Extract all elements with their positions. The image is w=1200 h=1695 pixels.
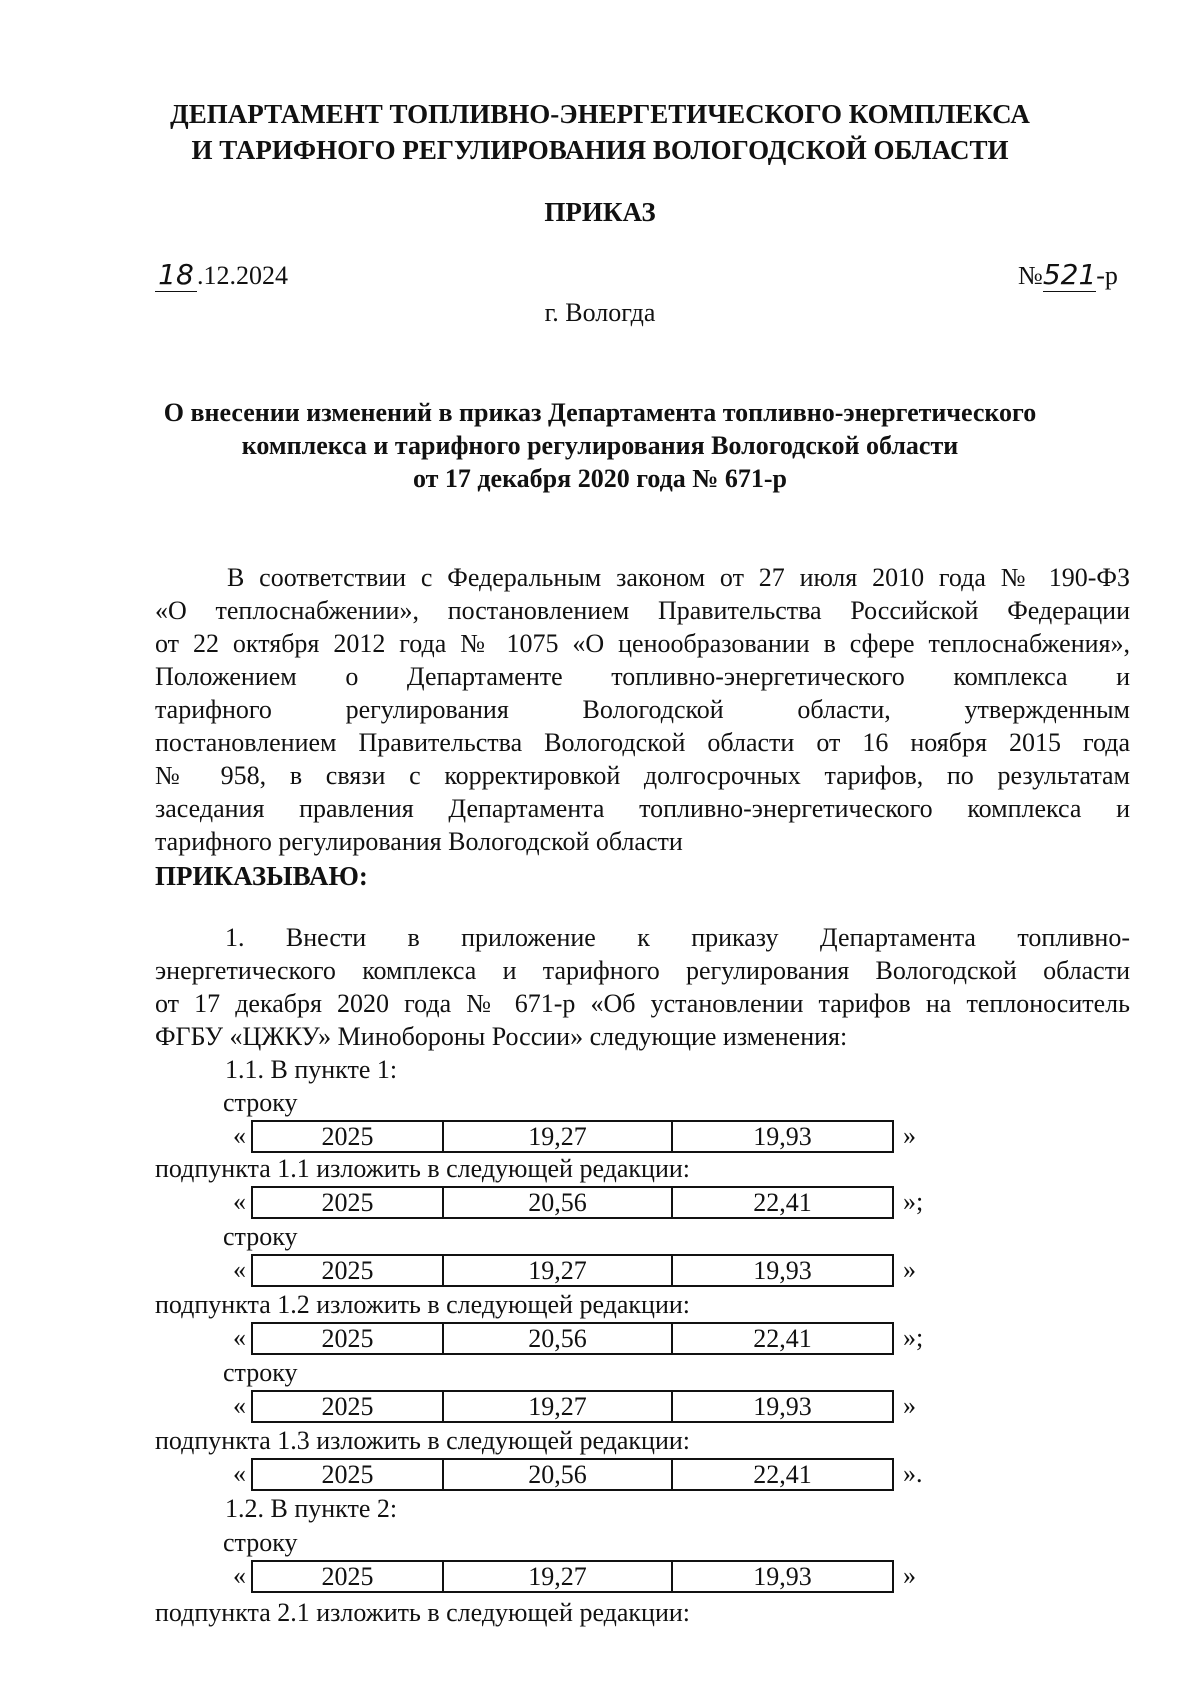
tariff-table-old (251, 1390, 894, 1423)
tariff-table-new (251, 1322, 894, 1355)
subitem-1-1: 1.1. В пункте 1: (225, 1055, 398, 1084)
order-number (1018, 258, 1118, 292)
item1-line: ФГБУ «ЦЖКУ» Минобороны России» следующие изменения: (155, 1022, 848, 1051)
table-cell-value: 19,27 (443, 1255, 672, 1286)
open-quote: « (233, 1323, 246, 1352)
table-cell-value: 22,41 (672, 1459, 893, 1490)
doc-type: ПРИКАЗ (544, 197, 656, 227)
title-line1: О внесении изменений в приказ Департамента топливно-энергетического (163, 398, 1037, 427)
close-quote: » (903, 1561, 916, 1590)
table-cell-value: 19,27 (443, 1561, 672, 1592)
table-cell-value: 20,56 (443, 1323, 672, 1354)
item1-line: 1. Внести в приложение к приказу Департамента топливно- (225, 923, 1130, 952)
preamble-line: заседания правления Департамента топливно-энергетического комплекса и (155, 794, 1130, 823)
open-quote: « (233, 1459, 246, 1488)
preamble-line: Положением о Департаменте топливно-энергетического комплекса и (155, 662, 1130, 691)
title-line3: от 17 декабря 2020 года № 671-р (412, 464, 788, 493)
date-rest: .12.2024 (197, 261, 288, 290)
close-quote: » (903, 1391, 916, 1420)
table-cell-value: 19,93 (672, 1121, 893, 1152)
close-quote-period: ». (903, 1459, 923, 1488)
close-quote: » (903, 1255, 916, 1284)
open-quote: « (233, 1187, 246, 1216)
table-cell-value: 20,56 (443, 1187, 672, 1218)
preamble-line: тарифного регулирования Вологодской области (155, 827, 683, 856)
table-cell-value: 19,27 (443, 1391, 672, 1422)
table-cell-value: 19,93 (672, 1561, 893, 1592)
table-cell-year: 2025 (252, 1561, 443, 1592)
number-suffix: -р (1096, 261, 1118, 290)
table-row (252, 1121, 893, 1152)
table-cell-year: 2025 (252, 1255, 443, 1286)
table-cell-value: 19,93 (672, 1255, 893, 1286)
open-quote: « (233, 1391, 246, 1420)
table-row (252, 1255, 893, 1286)
tariff-table-new (251, 1458, 894, 1491)
date-day-handwritten: 18 (155, 258, 197, 292)
table-cell-value: 19,93 (672, 1391, 893, 1422)
word-row: строку (223, 1358, 298, 1387)
table-row (252, 1187, 893, 1218)
close-quote: » (903, 1121, 916, 1150)
preamble-line: В соответствии с Федеральным законом от 27 июля 2010 года № 190-ФЗ (227, 563, 1130, 592)
word-row: строку (223, 1528, 298, 1557)
table-row (252, 1561, 893, 1592)
table-cell-value: 19,27 (443, 1121, 672, 1152)
preamble-line: от 22 октября 2012 года № 1075 «О ценообразовании в сфере теплоснабжения», (155, 629, 1130, 658)
table-cell-year: 2025 (252, 1391, 443, 1422)
table-cell-value: 22,41 (672, 1187, 893, 1218)
table-row (252, 1323, 893, 1354)
order-word: ПРИКАЗЫВАЮ: (155, 861, 368, 891)
city: г. Вологда (544, 298, 656, 327)
preamble-line: тарифного регулирования Вологодской области, утвержденным (155, 695, 1130, 724)
edit-instruction: подпункта 1.1 изложить в следующей редакции: (155, 1154, 691, 1183)
word-row: строку (223, 1222, 298, 1251)
tariff-table-old (251, 1560, 894, 1593)
department-name-line2: И ТАРИФНОГО РЕГУЛИРОВАНИЯ ВОЛОГОДСКОЙ ОБЛАСТИ (191, 135, 1009, 165)
table-cell-value: 20,56 (443, 1459, 672, 1490)
table-cell-year: 2025 (252, 1323, 443, 1354)
word-row: строку (223, 1088, 298, 1117)
preamble-line: «О теплоснабжении», постановлением Правительства Российской Федерации (155, 596, 1130, 625)
title-line2: комплекса и тарифного регулирования Вологодской области (241, 431, 959, 460)
order-date (155, 258, 288, 292)
table-row (252, 1459, 893, 1490)
edit-instruction: подпункта 1.2 изложить в следующей редакции: (155, 1290, 691, 1319)
open-quote: « (233, 1121, 246, 1150)
open-quote: « (233, 1255, 246, 1284)
preamble-line: постановлением Правительства Вологодской области от 16 ноября 2015 года (155, 728, 1130, 757)
open-quote: « (233, 1561, 246, 1590)
close-quote-semicolon: »; (903, 1323, 924, 1352)
table-cell-value: 22,41 (672, 1323, 893, 1354)
edit-instruction: подпункта 1.3 изложить в следующей редакции: (155, 1426, 691, 1455)
close-quote-semicolon: »; (903, 1187, 924, 1216)
preamble-line: № 958, в связи с корректировкой долгосрочных тарифов, по результатам (155, 761, 1130, 790)
tariff-table-new (251, 1186, 894, 1219)
table-row (252, 1391, 893, 1422)
table-cell-year: 2025 (252, 1121, 443, 1152)
item1-line: от 17 декабря 2020 года № 671-р «Об установлении тарифов на теплоноситель (155, 989, 1130, 1018)
tariff-table-old (251, 1254, 894, 1287)
subitem-1-2: 1.2. В пункте 2: (225, 1494, 398, 1523)
edit-instruction: подпункта 2.1 изложить в следующей редакции: (155, 1598, 691, 1627)
table-cell-year: 2025 (252, 1187, 443, 1218)
item1-line: энергетического комплекса и тарифного регулирования Вологодской области (155, 956, 1130, 985)
table-cell-year: 2025 (252, 1459, 443, 1490)
number-handwritten: 521 (1042, 258, 1097, 291)
tariff-table-old (251, 1120, 894, 1153)
number-prefix: № (1018, 261, 1043, 290)
department-name-line1: ДЕПАРТАМЕНТ ТОПЛИВНО-ЭНЕРГЕТИЧЕСКОГО КОМПЛЕКСА (170, 99, 1030, 129)
